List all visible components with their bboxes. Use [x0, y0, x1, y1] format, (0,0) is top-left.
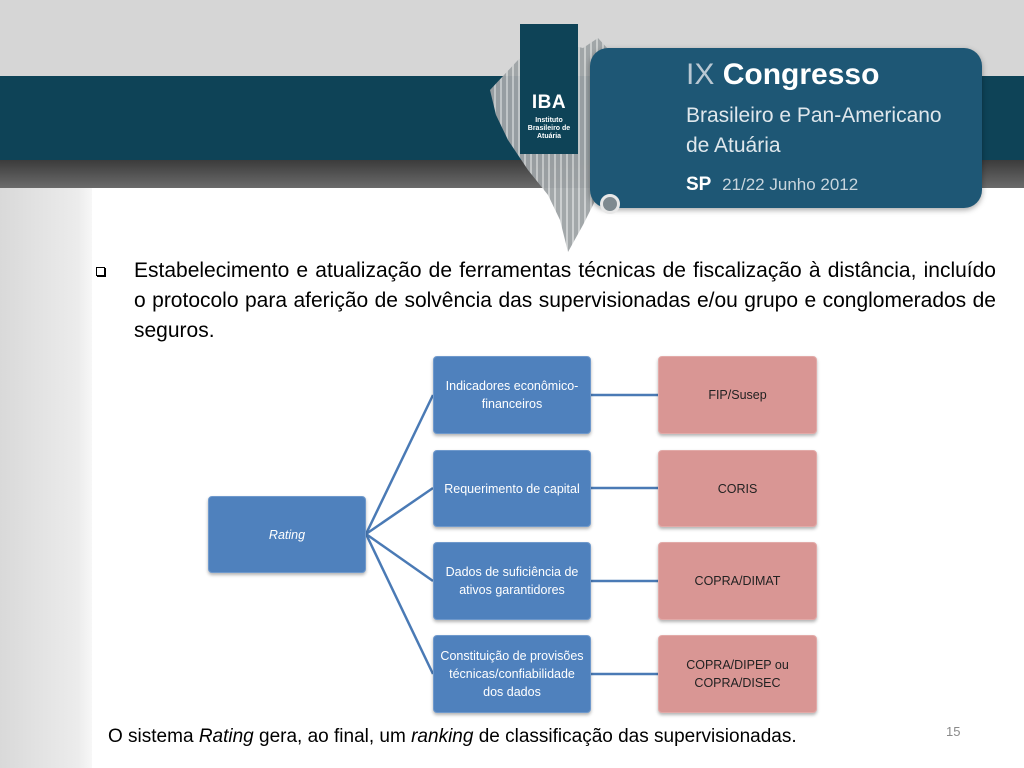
location-ring-icon [600, 194, 620, 214]
square-bullet-icon [96, 267, 105, 276]
iba-logo-subtitle: Instituto Brasileiro de Atuária [527, 117, 571, 140]
footer-term-rating: Rating [198, 726, 254, 747]
page-number: 15 [946, 724, 961, 739]
diagram-branch-node: Dados de suficiência de ativos garantidores [433, 542, 591, 620]
congress-date [686, 174, 858, 196]
diagram-source-node: COPRA/DIMAT [658, 542, 817, 620]
congress-subtitle-line2: de Atuária [686, 134, 781, 157]
iba-logo-title: IBA [531, 92, 567, 113]
diagram-branch-node: Constituição de provisões técnicas/confiabilidade dos dados [433, 635, 591, 713]
footer-term-ranking: ranking [411, 726, 474, 747]
footer-caption [108, 726, 797, 748]
footer-middle: gera, ao final, um [253, 726, 412, 747]
congress-city: SP [686, 174, 712, 195]
congress-subtitle-line1: Brasileiro e Pan-Americano [686, 104, 942, 127]
connector-root-branch-2 [366, 488, 433, 534]
connector-root-branch-1 [366, 395, 433, 534]
diagram-source-node: FIP/Susep [658, 356, 817, 434]
congress-dates: 21/22 Junho 2012 [722, 175, 859, 194]
diagram-source-node: COPRA/DIPEP ou COPRA/DISEC [658, 635, 817, 713]
diagram-branch-node: Indicadores econômico-financeiros [433, 356, 591, 434]
diagram-source-node: CORIS [658, 450, 817, 527]
congress-edition: IX [686, 58, 715, 91]
congress-title [686, 58, 879, 92]
connector-root-branch-4 [366, 534, 433, 674]
bullet-text: Estabelecimento e atualização de ferramentas técnicas de fiscalização à distância, incluído o protocolo para aferição de solvência das supervisionadas e/ou grupo e conglomerados de seguros. [134, 259, 996, 342]
footer-suffix: de classificação das supervisionadas. [473, 726, 797, 747]
diagram-branch-node: Requerimento de capital [433, 450, 591, 527]
left-side-strip [0, 188, 92, 768]
iba-logo [520, 24, 578, 154]
footer-prefix: O sistema [108, 726, 199, 747]
diagram-root-node: Rating [208, 496, 366, 573]
congress-word: Congresso [722, 58, 880, 91]
connector-root-branch-3 [366, 534, 433, 581]
